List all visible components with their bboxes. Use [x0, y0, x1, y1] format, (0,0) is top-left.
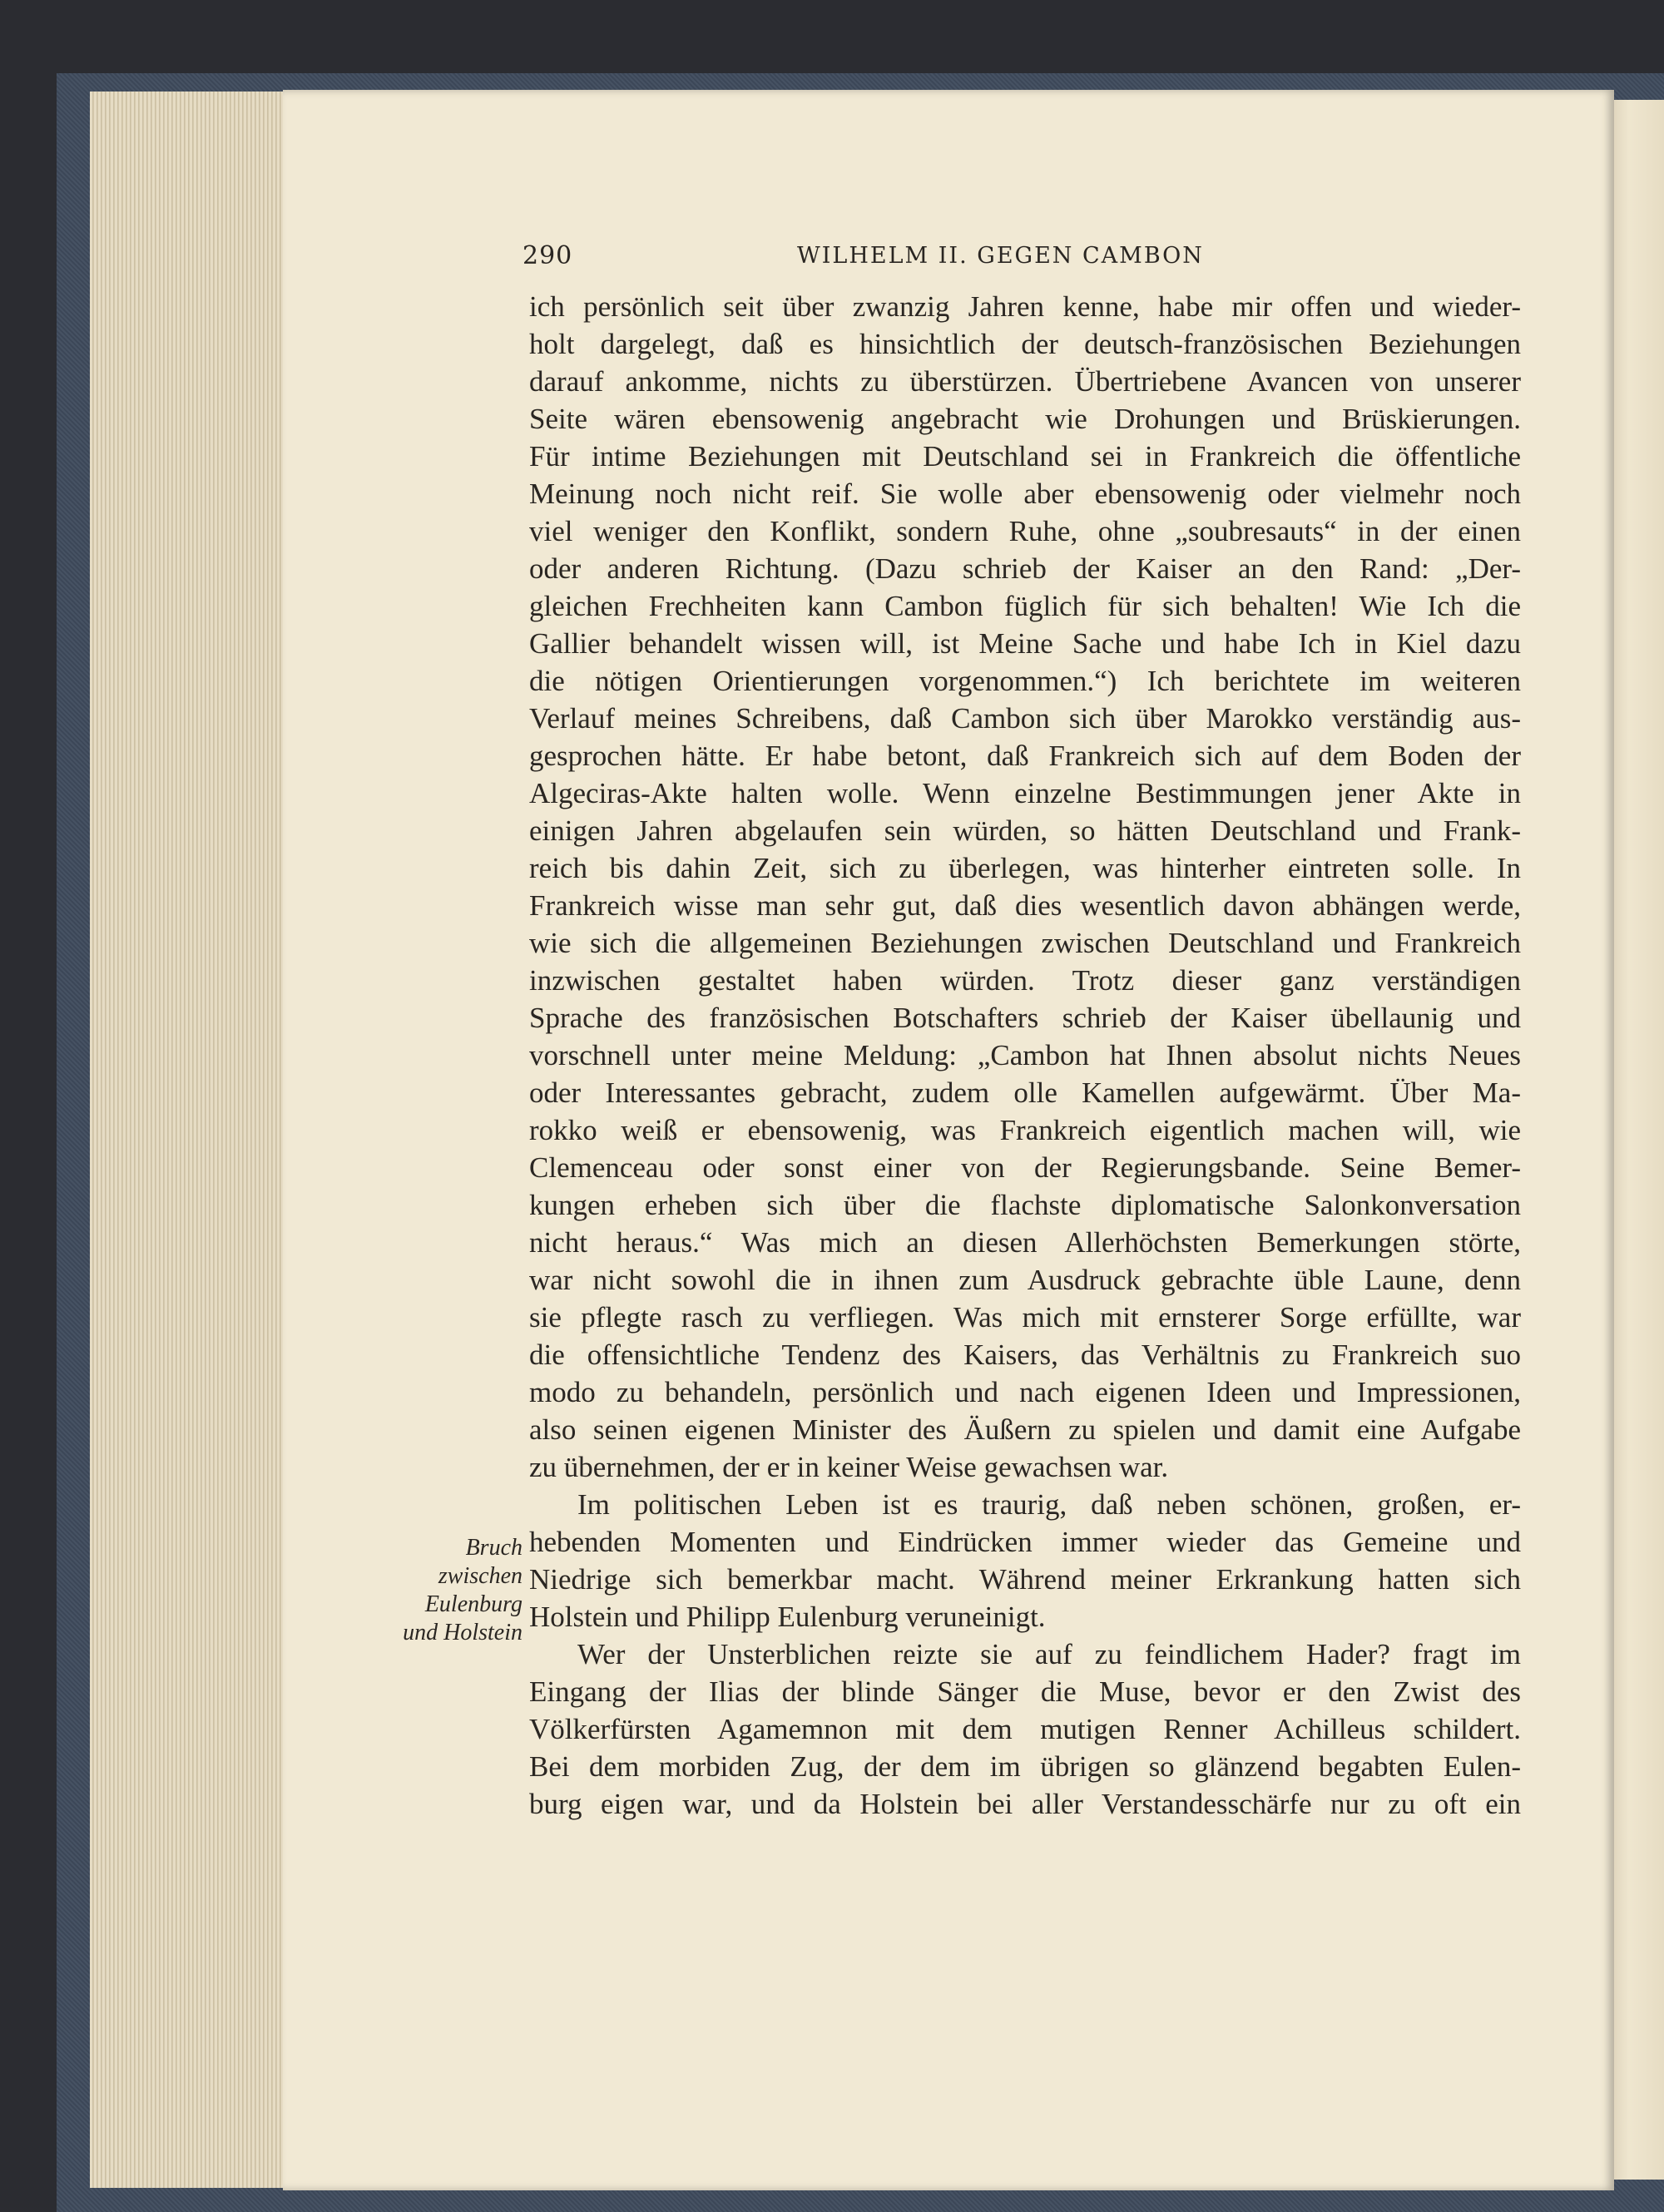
text-line: reich bis dahin Zeit, sich zu überlegen, was hinterher eintreten solle. In	[529, 852, 1521, 884]
text-line: inzwischen gestaltet haben würden. Trotz dieser ganz verständigen	[529, 964, 1521, 997]
text-line: vorschnell unter meine Meldung: „Cambon hat Ihnen absolut nichts Neues	[529, 1039, 1521, 1071]
text-line: oder anderen Richtung. (Dazu schrieb der Kaiser an den Rand: „Der-	[529, 552, 1521, 585]
text-line: Für intime Beziehungen mit Deutschland sei in Frankreich die öffentliche	[529, 440, 1521, 473]
text-line: gleichen Frechheiten kann Cambon füglich für sich behalten! Wie Ich die	[529, 590, 1521, 622]
text-line: kungen erheben sich über die flachste diplomatische Salonkonversation	[529, 1189, 1521, 1221]
text-line: Verlauf meines Schreibens, daß Cambon sich über Marokko verständig aus-	[529, 702, 1521, 735]
facing-page-edge	[1606, 100, 1664, 2180]
text-line: viel weniger den Konflikt, sondern Ruhe, ohne „soubresauts“ in der einen	[529, 515, 1521, 547]
text-line: nicht heraus.“ Was mich an diesen Allerhöchsten Bemerkungen störte,	[529, 1226, 1521, 1259]
paragraph	[529, 1486, 1521, 1635]
text-line: Algeciras-Akte halten wolle. Wenn einzelne Bestimmungen jener Akte in	[529, 777, 1521, 809]
paragraph	[529, 1635, 1521, 1823]
page-edges	[90, 92, 298, 2188]
margin-note-line: und Holstein	[403, 1620, 522, 1645]
text-line: Niedrige sich bemerkbar macht. Während meiner Erkrankung hatten sich	[529, 1563, 1521, 1596]
text-line: rokko weiß er ebensowenig, was Frankreich eigentlich machen will, wie	[529, 1114, 1521, 1146]
text-line: wie sich die allgemeinen Beziehungen zwischen Deutschland und Frankreich	[529, 927, 1521, 959]
text-line: gesprochen hätte. Er habe betont, daß Frankreich sich auf dem Boden der	[529, 740, 1521, 772]
text-line: Wer der Unsterblichen reizte sie auf zu feindlichem Hader? fragt im	[577, 1638, 1521, 1670]
text-line: oder Interessantes gebracht, zudem olle Kamellen aufgewärmt. Über Ma-	[529, 1076, 1521, 1109]
text-line: Clemenceau oder sonst einer von der Regierungsbande. Seine Bemer-	[529, 1151, 1521, 1184]
text-line: Seite wären ebensowenig angebracht wie Drohungen und Brüskierungen.	[529, 403, 1521, 435]
margin-note	[333, 1534, 522, 1647]
text-line: Völkerfürsten Agamemnon mit dem mutigen Renner Achilleus schildert.	[529, 1713, 1521, 1745]
text-line: hebenden Momenten und Eindrücken immer wieder das Gemeine und	[529, 1526, 1521, 1558]
running-head	[522, 241, 1221, 283]
text-line: war nicht sowohl die in ihnen zum Ausdruck gebrachte üble Laune, denn	[529, 1264, 1521, 1296]
running-title: WILHELM II. GEGEN CAMBON	[797, 243, 1204, 269]
text-line: Gallier behandelt wissen will, ist Meine Sache und habe Ich in Kiel dazu	[529, 627, 1521, 660]
text-line: Frankreich wisse man sehr gut, daß dies wesentlich davon abhängen werde,	[529, 889, 1521, 922]
text-line: Meinung noch nicht reif. Sie wolle aber ebensowenig oder vielmehr noch	[529, 478, 1521, 510]
text-line: Eingang der Ilias der blinde Sänger die Muse, bevor er den Zwist des	[529, 1675, 1521, 1708]
text-line: burg eigen war, und da Holstein bei aller Verstandesschärfe nur zu oft ein	[529, 1788, 1521, 1820]
text-line: die nötigen Orientierungen vorgenommen.“) Ich berichtete im weiteren	[529, 665, 1521, 697]
text-line: holt dargelegt, daß es hinsichtlich der deutsch-französischen Beziehungen	[529, 328, 1521, 360]
text-line: Sprache des französischen Botschafters schrieb der Kaiser übellaunig und	[529, 1002, 1521, 1034]
text-line: die offensichtliche Tendenz des Kaisers, das Verhältnis zu Frankreich suo	[529, 1339, 1521, 1371]
text-line: Bei dem morbiden Zug, der dem im übrigen so glänzend begabten Eulen-	[529, 1750, 1521, 1783]
text-line: also seinen eigenen Minister des Äußern zu spielen und damit eine Aufgabe	[529, 1413, 1521, 1446]
text-line: darauf ankomme, nichts zu überstürzen. Übertriebene Avancen von unserer	[529, 365, 1521, 398]
margin-note-line: Bruch	[465, 1535, 522, 1561]
text-line: Im politischen Leben ist es traurig, daß neben schönen, großen, er-	[577, 1488, 1521, 1521]
text-line: einigen Jahren abgelaufen sein würden, so hätten Deutschland und Frank-	[529, 814, 1521, 847]
text-line: Holstein und Philipp Eulenburg veruneinigt.	[529, 1601, 1046, 1633]
body-text	[529, 288, 1521, 1823]
text-line: sie pflegte rasch zu verfliegen. Was mich mit ernsterer Sorge erfüllte, war	[529, 1301, 1521, 1334]
paragraph	[529, 288, 1521, 1486]
text-line: ich persönlich seit über zwanzig Jahren kenne, habe mir offen und wieder-	[529, 290, 1521, 323]
margin-note-line: Eulenburg	[424, 1591, 522, 1617]
text-line: modo zu behandeln, persönlich und nach eigenen Ideen und Impressionen,	[529, 1376, 1521, 1408]
margin-note-line: zwischen	[438, 1563, 522, 1589]
page-number: 290	[522, 241, 573, 270]
text-line: zu übernehmen, der er in keiner Weise gewachsen war.	[529, 1451, 1169, 1483]
